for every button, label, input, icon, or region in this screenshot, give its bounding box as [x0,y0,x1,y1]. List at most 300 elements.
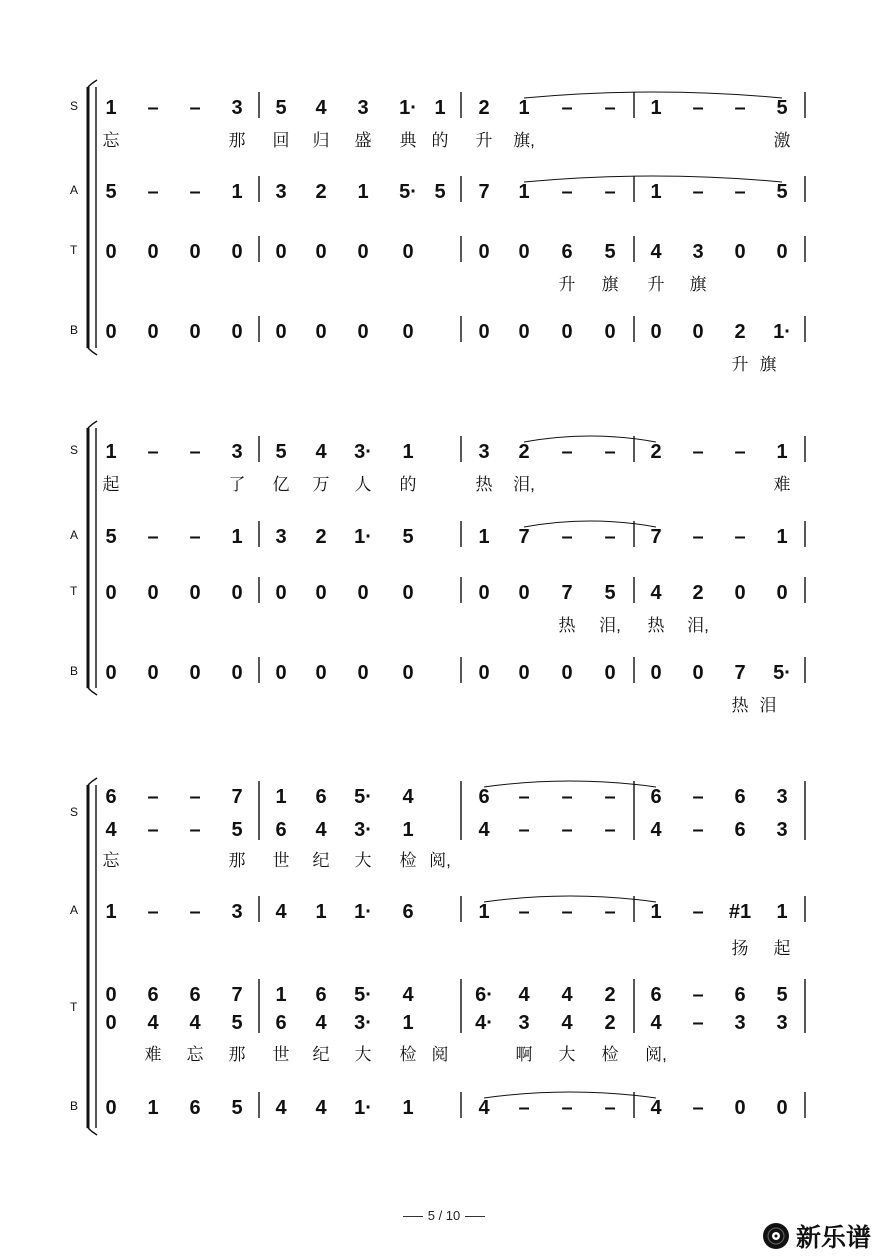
note: 4 [105,819,117,841]
note: 4 [650,582,662,604]
note: 0 [650,321,662,343]
note: 0 [315,241,327,263]
note: – [561,181,573,203]
lyric-syllable: 泪, [687,616,709,635]
part-label: B [70,664,79,678]
note: 1 [357,181,369,203]
note: 3 [692,241,704,263]
note: – [147,441,159,463]
lyric-syllable: 归 [312,131,330,150]
note: 4 [189,1012,201,1034]
note: – [692,786,704,808]
note: – [561,526,573,548]
lyric-syllable: 激 [773,131,791,150]
note: 1 [650,181,662,203]
note: 0 [518,321,530,343]
note: 4 [478,1097,490,1119]
note: 0 [561,321,573,343]
note: 1 [650,901,662,923]
note: 4 [275,901,287,923]
page-footer [0,1208,888,1223]
note: – [147,901,159,923]
lyric-syllable: 大 [354,1045,372,1064]
note: – [692,526,704,548]
lyric-syllable: 的 [431,131,449,150]
lyric-syllable: 啊 [515,1045,533,1064]
note: 0 [402,241,414,263]
note: 5 [105,526,117,548]
lyric-syllable: 世 [272,1045,290,1064]
note: – [518,786,530,808]
note: 2 [604,1012,616,1034]
note: 5 [275,441,287,463]
note: – [604,819,616,841]
note: – [561,1097,573,1119]
lyric-syllable: 那 [228,131,246,150]
note: 3· [354,441,372,463]
note: 6 [650,786,662,808]
note: 0 [147,582,159,604]
tie-arc [524,521,656,527]
note: – [518,819,530,841]
note: 0 [776,241,788,263]
note: 0 [189,321,201,343]
part-label: A [70,183,79,197]
note: 6 [315,786,327,808]
lyric-syllable: 检 [399,851,417,870]
note: – [147,97,159,119]
note: – [604,441,616,463]
note: – [734,97,746,119]
note: – [561,97,573,119]
note: 5· [354,984,372,1006]
note: 7 [561,582,573,604]
site-logo[interactable] [762,1218,871,1254]
note: 7 [734,662,746,684]
note: – [147,181,159,203]
note: – [518,901,530,923]
note: 3 [478,441,490,463]
lyric-syllable: 检 [399,1045,417,1064]
lyric-syllable: 大 [354,851,372,870]
note: 0 [561,662,573,684]
note: 0 [402,321,414,343]
note: 5 [604,241,616,263]
lyric-syllable: 热 [731,696,749,715]
note: 0 [275,662,287,684]
note: 1 [434,97,446,119]
note: 1 [402,819,414,841]
note: 3 [518,1012,530,1034]
note: 0 [402,662,414,684]
note: 0 [776,582,788,604]
note: 0 [105,241,117,263]
lyric-syllable: 纪 [312,851,330,870]
note: 2 [650,441,662,463]
part-label: T [70,584,78,598]
note: 7 [518,526,530,548]
bracket-cap [88,421,97,428]
note: – [189,526,201,548]
note: 1 [402,1012,414,1034]
lyric-syllable: 纪 [312,1045,330,1064]
note: 1 [275,984,287,1006]
note: 6 [402,901,414,923]
note: 3· [354,1012,372,1034]
note: 6 [734,984,746,1006]
note: 6 [275,1012,287,1034]
note: 1 [105,97,117,119]
note: 0 [275,321,287,343]
lyric-syllable: 升 [731,355,749,374]
lyric-syllable: 泪 [759,696,777,715]
note: 3 [275,181,287,203]
note: 3· [354,819,372,841]
lyric-syllable: 人 [354,475,372,494]
note: 1 [518,97,530,119]
page-number: 5 / 10 [427,1208,461,1223]
lyric-syllable: 忘 [102,851,120,870]
note: 0 [604,321,616,343]
note: – [692,181,704,203]
note: 1 [402,441,414,463]
note: – [561,901,573,923]
note: 1 [231,181,243,203]
note: – [604,1097,616,1119]
lyric-syllable: 亿 [272,475,290,494]
lyric-syllable: 了 [228,475,246,494]
lyric-syllable: 难 [144,1045,162,1064]
lyric-syllable: 难 [773,475,791,494]
note: – [189,181,201,203]
note: – [734,526,746,548]
note: 0 [105,1097,117,1119]
note: 4 [402,984,414,1006]
lyric-syllable: 的 [399,475,417,494]
bracket-cap [88,688,97,695]
note: 2 [518,441,530,463]
note: 0 [275,241,287,263]
note: 0 [189,582,201,604]
note: – [561,441,573,463]
note: 1 [776,441,788,463]
note: – [189,441,201,463]
lyric-syllable: 那 [228,1045,246,1064]
note: 0 [189,662,201,684]
note: 1 [518,181,530,203]
note: 0 [734,1097,746,1119]
note: 0 [147,321,159,343]
lyric-syllable: 热 [558,616,576,635]
note: 3 [231,901,243,923]
lyric-syllable: 热 [475,475,493,494]
note: – [692,97,704,119]
note: 0 [357,241,369,263]
note: 2 [604,984,616,1006]
note: 3 [734,1012,746,1034]
note: 4 [315,1012,327,1034]
note: 5 [776,97,788,119]
lyric-syllable: 升 [647,275,665,294]
note: 0 [692,662,704,684]
bracket-cap [88,80,97,87]
note: 5 [776,181,788,203]
note: 0 [147,241,159,263]
note: 0 [357,321,369,343]
note: – [561,819,573,841]
lyric-syllable: 世 [272,851,290,870]
lyric-syllable: 阅 [431,1045,449,1064]
bracket-cap [88,348,97,355]
note: 6 [105,786,117,808]
note: 4 [315,819,327,841]
note: 0 [518,662,530,684]
lyric-syllable: 旗 [601,275,619,294]
note: 6 [189,1097,201,1119]
note: – [604,901,616,923]
note: 4 [478,819,490,841]
lyric-syllable: 扬 [731,939,749,958]
note: 4 [315,1097,327,1119]
lyric-syllable: 升 [475,131,493,150]
note: 3 [275,526,287,548]
note: – [692,1097,704,1119]
lyric-syllable: 泪, [513,475,535,494]
note: #1 [728,901,752,923]
note: 6 [275,819,287,841]
note: – [692,1012,704,1034]
note: – [518,1097,530,1119]
lyric-syllable: 忘 [186,1045,204,1064]
bracket-cap [88,778,97,785]
note: 1· [773,321,791,343]
lyric-syllable: 忘 [102,131,120,150]
note: 4 [147,1012,159,1034]
note: 0 [734,582,746,604]
note: – [147,786,159,808]
note: 0 [518,241,530,263]
note: 0 [105,582,117,604]
part-label: S [70,443,79,457]
lyric-syllable: 检 [601,1045,619,1064]
vinyl-record-icon [762,1222,790,1250]
lyric-syllable: 回 [272,131,290,150]
note: 0 [231,241,243,263]
part-label: T [70,243,78,257]
note: 0 [275,582,287,604]
note: 3 [231,441,243,463]
note: 4 [315,441,327,463]
note: 7 [478,181,490,203]
lyric-syllable: 起 [102,475,120,494]
note: 1· [399,97,417,119]
note: – [734,441,746,463]
note: 3 [357,97,369,119]
note: 1 [478,901,490,923]
note: 6 [734,819,746,841]
part-label: B [70,1099,79,1113]
note: 0 [357,582,369,604]
note: 0 [604,662,616,684]
note: 0 [357,662,369,684]
note: 5 [434,181,446,203]
note: – [692,984,704,1006]
note: – [189,901,201,923]
note: 0 [478,321,490,343]
note: 6 [189,984,201,1006]
part-label: A [70,903,79,917]
note: 0 [692,321,704,343]
note: 0 [105,321,117,343]
note: 1 [478,526,490,548]
tie-arc [524,436,656,442]
note: 1 [315,901,327,923]
lyric-syllable: 阅, [429,851,451,870]
note: 4 [650,819,662,841]
note: – [734,181,746,203]
note: 4 [402,786,414,808]
note: 2 [692,582,704,604]
part-label: S [70,99,79,113]
part-label: T [70,1000,78,1014]
note: – [147,526,159,548]
note: 5· [354,786,372,808]
part-label: S [70,804,79,819]
part-label: A [70,528,79,542]
lyric-syllable: 典 [399,131,417,150]
lyric-syllable: 大 [558,1045,576,1064]
note: 1 [776,901,788,923]
lyric-syllable: 旗, [513,131,535,150]
lyric-syllable: 阅, [645,1045,667,1064]
note: 7 [231,984,243,1006]
note: 0 [231,582,243,604]
note: 4 [561,1012,573,1034]
lyric-syllable: 泪, [599,616,621,635]
note: 0 [189,241,201,263]
note: – [604,526,616,548]
note: 1 [650,97,662,119]
note: 0 [231,662,243,684]
note: 4 [275,1097,287,1119]
note: 0 [231,321,243,343]
note: 1 [402,1097,414,1119]
note: 3 [776,786,788,808]
note: 6 [734,786,746,808]
note: 5 [231,819,243,841]
lyric-syllable: 旗 [689,275,707,294]
note: 2 [478,97,490,119]
note: 5 [231,1097,243,1119]
lyric-syllable: 那 [228,851,246,870]
note: – [604,181,616,203]
note: – [692,819,704,841]
note: 0 [650,662,662,684]
note: 3 [776,819,788,841]
note: 1 [105,901,117,923]
note: 6 [650,984,662,1006]
note: 4 [315,97,327,119]
lyric-syllable: 万 [312,475,330,494]
note: 0 [105,984,117,1006]
note: 0 [147,662,159,684]
note: – [604,786,616,808]
note: 4 [518,984,530,1006]
note: 1 [147,1097,159,1119]
note: 1· [354,1097,372,1119]
lyric-syllable: 升 [558,275,576,294]
note: – [604,97,616,119]
note: 0 [478,241,490,263]
note: 5 [105,181,117,203]
note: 0 [518,582,530,604]
lyric-syllable: 旗 [759,355,777,374]
note: 1 [231,526,243,548]
note: 0 [315,582,327,604]
note: 0 [402,582,414,604]
note: 2 [315,181,327,203]
lyric-syllable: 盛 [354,131,372,150]
note: 7 [650,526,662,548]
note: – [189,786,201,808]
note: 5· [773,662,791,684]
note: 6 [315,984,327,1006]
note: 6· [475,984,493,1006]
note: 5 [231,1012,243,1034]
note: 0 [315,662,327,684]
note: 0 [105,1012,117,1034]
note: 0 [478,582,490,604]
note: 0 [105,662,117,684]
note: 3 [231,97,243,119]
note: 0 [734,241,746,263]
note: 6 [478,786,490,808]
note: – [561,786,573,808]
note: 5 [275,97,287,119]
note: – [692,441,704,463]
note: – [147,819,159,841]
note: – [189,97,201,119]
note: 5 [402,526,414,548]
note: 4· [475,1012,493,1034]
note: 1 [105,441,117,463]
note: 1· [354,901,372,923]
note: 2 [315,526,327,548]
note: 1 [275,786,287,808]
note: 0 [478,662,490,684]
note: 6 [147,984,159,1006]
note: 3 [776,1012,788,1034]
note: 4 [561,984,573,1006]
note: 5· [399,181,417,203]
note: – [692,901,704,923]
note: 4 [650,241,662,263]
note: 0 [315,321,327,343]
lyric-syllable: 热 [647,616,665,635]
note: 0 [776,1097,788,1119]
note: – [189,819,201,841]
note: 1 [776,526,788,548]
note: 4 [650,1097,662,1119]
note: 4 [650,1012,662,1034]
note: 7 [231,786,243,808]
note: 6 [561,241,573,263]
part-label: B [70,323,79,337]
bracket-cap [88,1128,97,1135]
note: 1· [354,526,372,548]
note: 5 [604,582,616,604]
logo-text: 新乐谱 [796,1223,872,1252]
